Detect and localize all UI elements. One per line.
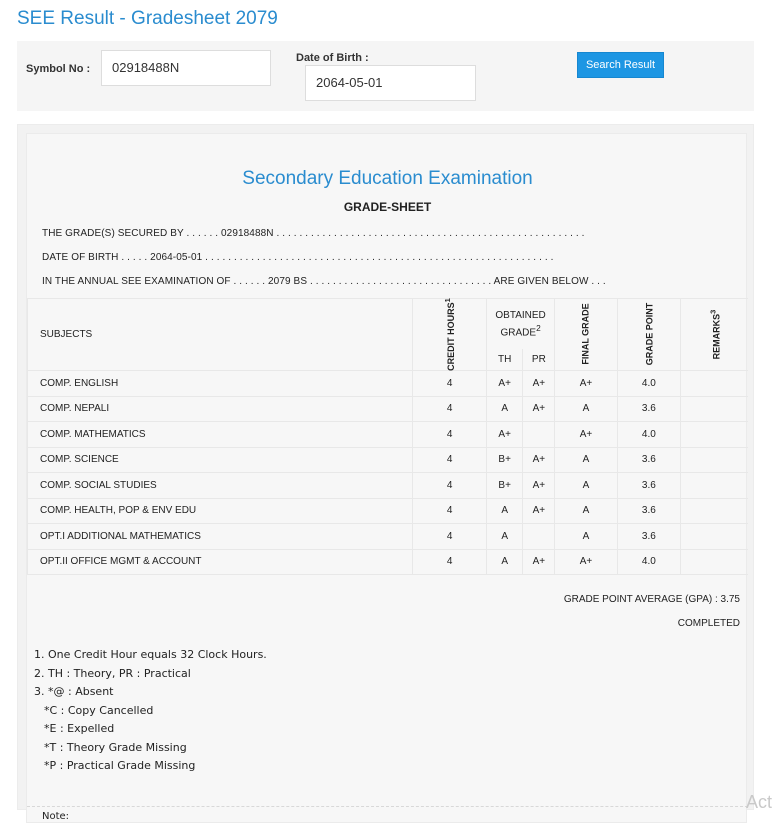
grade-point-header bbox=[617, 299, 681, 371]
subject-cell: COMP. HEALTH, POP & ENV EDU bbox=[28, 498, 413, 524]
remarks-cell bbox=[681, 498, 748, 524]
footnote-item: 2. TH : Theory, PR : Practical bbox=[34, 666, 191, 680]
credit-cell: 4 bbox=[413, 371, 487, 397]
grades-secured-line: THE GRADE(S) SECURED BY . . . . . . 02918488N . . . . . . . . . . . . . . . . . . . . . . . . . . . . . . . . . . . . . . . . . . . . . . . . . . . . . . bbox=[42, 228, 585, 239]
remarks-cell bbox=[681, 396, 748, 422]
page-title: SEE Result - Gradesheet 2079 bbox=[17, 8, 278, 29]
grade-point-cell: 4.0 bbox=[617, 371, 681, 397]
table-row bbox=[28, 447, 749, 473]
obtained-grade-header bbox=[486, 299, 554, 349]
grade-point-cell: 3.6 bbox=[617, 473, 681, 499]
remarks-cell bbox=[681, 422, 748, 448]
final-grade-cell: A bbox=[555, 473, 617, 499]
gpa-text: GRADE POINT AVERAGE (GPA) : 3.75 bbox=[563, 594, 740, 605]
table-row bbox=[28, 549, 749, 575]
pr-grade-cell: A+ bbox=[523, 447, 555, 473]
pr-grade-cell bbox=[523, 422, 555, 448]
footnote-item: *T : Theory Grade Missing bbox=[44, 740, 187, 754]
credit-hours-label: CREDIT HOURS bbox=[446, 301, 457, 371]
th-grade-cell: A+ bbox=[486, 371, 523, 397]
remarks-cell bbox=[681, 371, 748, 397]
symbol-input[interactable]: 02918488N bbox=[101, 50, 271, 86]
grade-point-cell: 4.0 bbox=[617, 422, 681, 448]
gradesheet-title: GRADE-SHEET bbox=[343, 200, 432, 214]
table-row bbox=[28, 524, 749, 550]
remarks-cell bbox=[681, 524, 748, 550]
th-grade-cell: A bbox=[486, 549, 523, 575]
final-grade-cell: A+ bbox=[555, 549, 617, 575]
remarks-cell bbox=[681, 447, 748, 473]
final-grade-cell: A bbox=[555, 524, 617, 550]
credit-cell: 4 bbox=[413, 473, 487, 499]
footnote-item: *E : Expelled bbox=[44, 722, 115, 735]
table-row bbox=[28, 422, 749, 448]
remarks-label: REMARKS bbox=[711, 313, 722, 359]
final-grade-label: FINAL GRADE bbox=[580, 303, 591, 365]
th-grade-cell: B+ bbox=[486, 473, 523, 499]
credit-cell: 4 bbox=[413, 498, 487, 524]
pr-grade-cell bbox=[523, 524, 555, 550]
table-row bbox=[28, 371, 749, 397]
footnote-item: 1. One Credit Hour equals 32 Clock Hours. bbox=[34, 648, 267, 661]
subject-cell: COMP. ENGLISH bbox=[28, 371, 413, 397]
search-result-button[interactable]: Search Result bbox=[577, 52, 664, 78]
result-panel bbox=[17, 124, 754, 822]
final-grade-header bbox=[555, 299, 617, 371]
th-header: TH bbox=[486, 349, 523, 371]
obtained-grade-footnote: 2 bbox=[536, 322, 541, 333]
grade-point-cell: 3.6 bbox=[617, 396, 681, 422]
th-grade-cell: A bbox=[486, 524, 523, 550]
subject-cell: COMP. SOCIAL STUDIES bbox=[28, 473, 413, 499]
th-grade-cell: A bbox=[486, 498, 523, 524]
remarks-cell bbox=[681, 549, 748, 575]
final-grade-cell: A bbox=[555, 447, 617, 473]
grade-point-cell: 3.6 bbox=[617, 447, 681, 473]
subject-cell: OPT.II OFFICE MGMT & ACCOUNT bbox=[28, 549, 413, 575]
th-grade-cell: B+ bbox=[486, 447, 523, 473]
note-label: Note: bbox=[42, 811, 70, 822]
obtained-grade-label: OBTAINED GRADE bbox=[495, 309, 546, 338]
final-grade-cell: A bbox=[555, 498, 617, 524]
search-panel bbox=[17, 41, 754, 111]
pr-grade-cell: A+ bbox=[523, 396, 555, 422]
table-row bbox=[28, 396, 749, 422]
remarks-header bbox=[681, 299, 748, 371]
table-row bbox=[28, 473, 749, 499]
pr-grade-cell: A+ bbox=[523, 371, 555, 397]
footnotes bbox=[34, 646, 267, 776]
dob-label: Date of Birth : bbox=[296, 52, 369, 64]
grade-table bbox=[27, 298, 748, 579]
th-grade-cell: A+ bbox=[486, 422, 523, 448]
subject-cell: COMP. NEPALI bbox=[28, 396, 413, 422]
grade-point-cell: 4.0 bbox=[617, 549, 681, 575]
divider bbox=[27, 806, 748, 807]
status-text: COMPLETED bbox=[677, 618, 740, 629]
credit-cell: 4 bbox=[413, 524, 487, 550]
pr-grade-cell: A+ bbox=[523, 549, 555, 575]
activation-watermark: Act bbox=[746, 792, 773, 812]
remarks-cell bbox=[681, 473, 748, 499]
pr-grade-cell: A+ bbox=[523, 473, 555, 499]
exam-year-line: IN THE ANNUAL SEE EXAMINATION OF . . . . . . 2079 BS . . . . . . . . . . . . . . . . . . . . . . . . . . . . . . . . ARE GIVEN BELOW . . . bbox=[42, 276, 606, 287]
subject-cell: OPT.I ADDITIONAL MATHEMATICS bbox=[28, 524, 413, 550]
grade-point-cell: 3.6 bbox=[617, 498, 681, 524]
subject-cell: COMP. MATHEMATICS bbox=[28, 422, 413, 448]
dob-input[interactable]: 2064-05-01 bbox=[305, 65, 476, 101]
footnote-item: *P : Practical Grade Missing bbox=[44, 759, 196, 772]
date-of-birth-line: DATE OF BIRTH . . . . . 2064-05-01 . . . . . . . . . . . . . . . . . . . . . . . . . . . . . . . . . . . . . . . . . . . . . . . . . . . . . . . . . . . . . bbox=[42, 252, 554, 263]
pr-grade-cell: A+ bbox=[523, 498, 555, 524]
final-grade-cell: A bbox=[555, 396, 617, 422]
credit-cell: 4 bbox=[413, 447, 487, 473]
credit-hours-footnote: 1 bbox=[443, 297, 453, 302]
grade-point-cell: 3.6 bbox=[617, 524, 681, 550]
symbol-label: Symbol No : bbox=[26, 63, 91, 75]
grade-point-label: GRADE POINT bbox=[643, 302, 654, 366]
credit-cell: 4 bbox=[413, 422, 487, 448]
credit-cell: 4 bbox=[413, 549, 487, 575]
subjects-header: SUBJECTS bbox=[28, 299, 413, 371]
exam-title: Secondary Education Examination bbox=[242, 168, 533, 189]
footnote-item: *C : Copy Cancelled bbox=[44, 703, 154, 717]
footnote-item: 3. *@ : Absent bbox=[34, 685, 114, 698]
gradesheet bbox=[26, 133, 747, 823]
credit-hours-header bbox=[413, 299, 487, 371]
pr-header: PR bbox=[523, 349, 555, 371]
final-grade-cell: A+ bbox=[555, 371, 617, 397]
credit-cell: 4 bbox=[413, 396, 487, 422]
remarks-footnote: 3 bbox=[708, 309, 718, 314]
th-grade-cell: A bbox=[486, 396, 523, 422]
table-row bbox=[28, 498, 749, 524]
final-grade-cell: A+ bbox=[555, 422, 617, 448]
subject-cell: COMP. SCIENCE bbox=[28, 447, 413, 473]
